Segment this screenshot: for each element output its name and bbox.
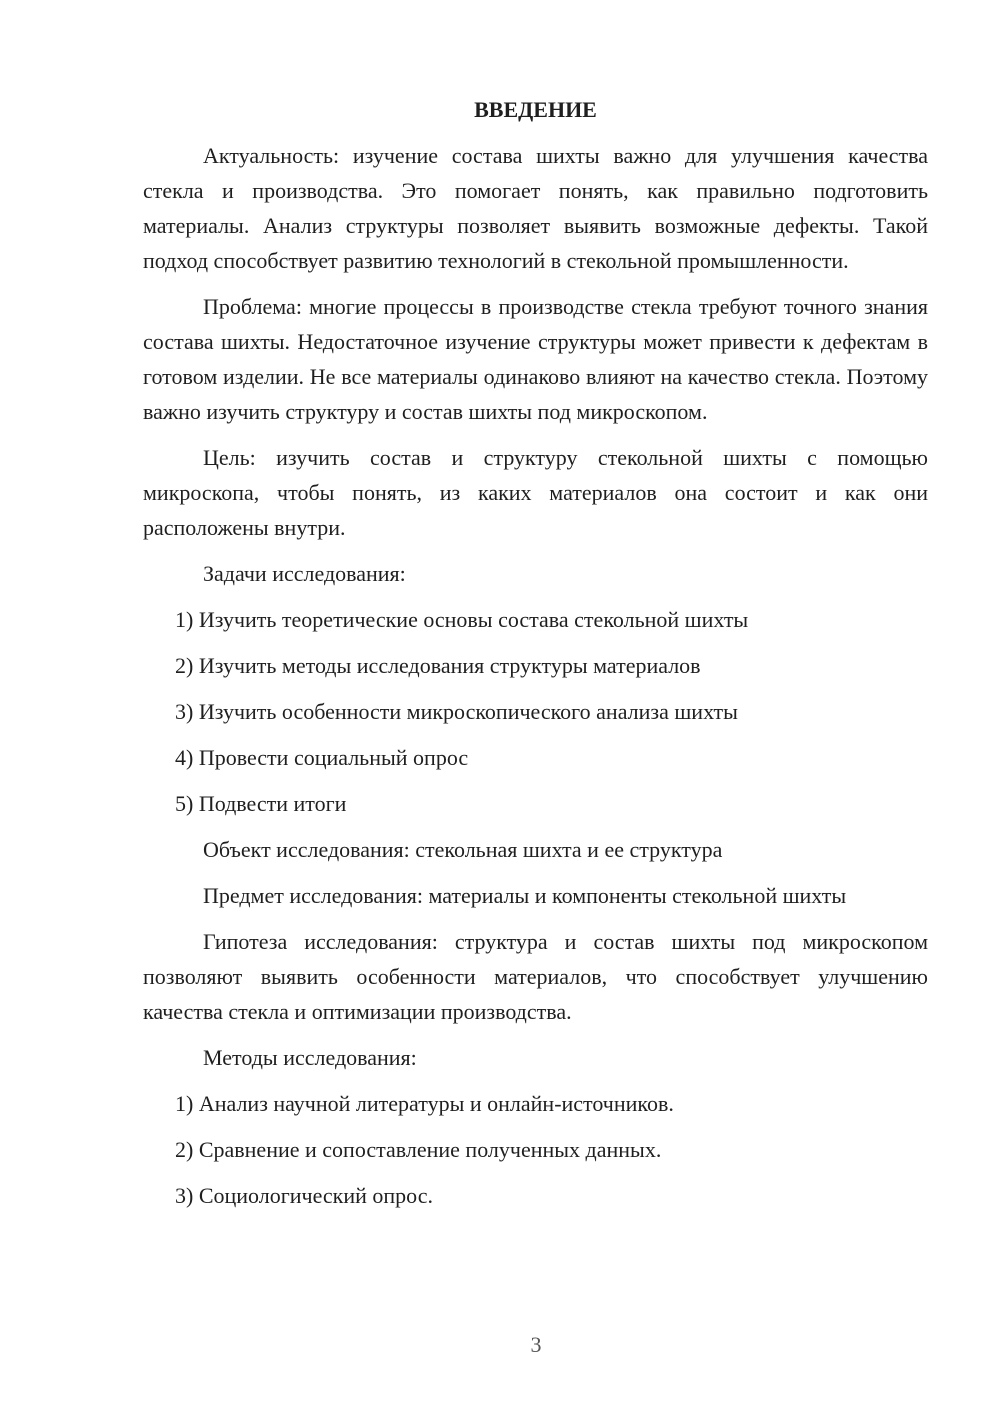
task-item: 1) Изучить теоретические основы состава стекольной шихты — [175, 607, 749, 632]
method-item: 3) Социологический опрос. — [175, 1183, 433, 1208]
tasks-list — [143, 602, 928, 821]
method-item: 1) Анализ научной литературы и онлайн-источников. — [175, 1091, 674, 1116]
relevance-paragraph: Актуальность: изучение состава шихты важно для улучшения качества стекла и производства. Это помогает понять, как правильно подготовить материалы. Анализ структуры позволяет выявить возможные дефекты. Такой подход способствует развитию технологий в стекольной промышленности. — [143, 143, 928, 273]
hypothesis-paragraph: Гипотеза исследования: структура и состав шихты под микроскопом позволяют выявить особенности материалов, что способствует улучшению качества стекла и оптимизации производства. — [143, 929, 928, 1024]
task-item: 2) Изучить методы исследования структуры материалов — [175, 653, 701, 678]
tasks-label: Задачи исследования: — [203, 561, 406, 586]
page-content — [143, 95, 928, 1224]
methods-list — [143, 1086, 928, 1213]
object-paragraph: Объект исследования: стекольная шихта и ее структура — [203, 837, 723, 862]
goal-paragraph: Цель: изучить состав и структуру стекольной шихты с помощью микроскопа, чтобы понять, из каких материалов она состоит и как они расположены внутри. — [143, 445, 928, 540]
method-item: 2) Сравнение и сопоставление полученных данных. — [175, 1137, 662, 1162]
methods-label: Методы исследования: — [203, 1045, 417, 1070]
task-item: 3) Изучить особенности микроскопического анализа шихты — [175, 699, 738, 724]
subject-paragraph: Предмет исследования: материалы и компоненты стекольной шихты — [203, 883, 847, 908]
problem-paragraph: Проблема: многие процессы в производстве стекла требуют точного знания состава шихты. Недостаточное изучение структуры может привести к дефектам в готовом изделии. Не все материалы одинаково влияют на качество стекла. Поэтому важно изучить структуру и состав шихты под микроскопом. — [143, 294, 928, 424]
section-title: ВВЕДЕНИЕ — [474, 97, 597, 122]
task-item: 5) Подвести итоги — [175, 791, 347, 816]
task-item: 4) Провести социальный опрос — [175, 745, 469, 770]
page-number: 3 — [530, 1332, 542, 1357]
